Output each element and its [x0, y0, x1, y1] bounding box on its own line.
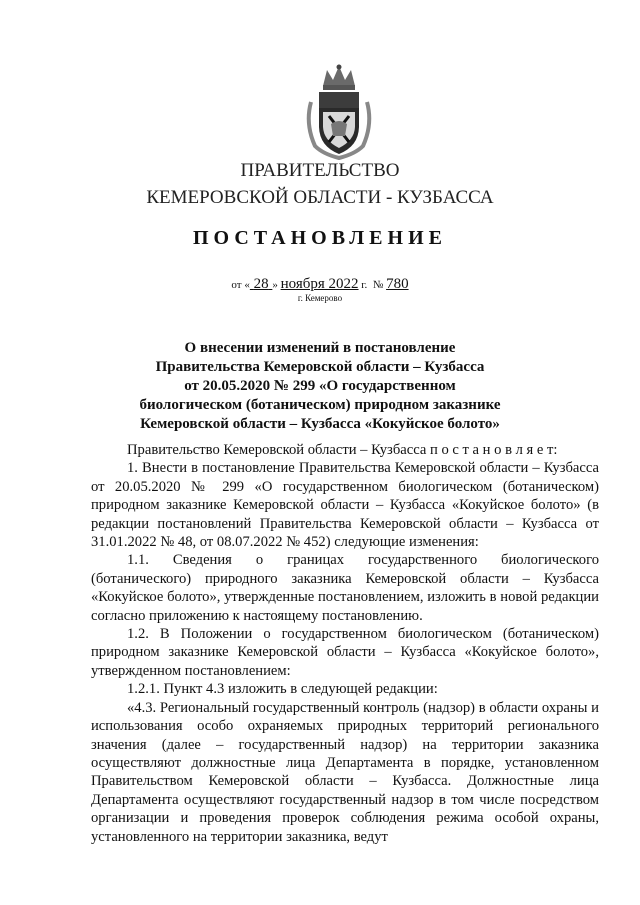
date-day: 28: [253, 276, 269, 292]
org-name-line1: ПРАВИТЕЛЬСТВО: [240, 160, 400, 181]
date-month-year: ноября 2022: [280, 276, 359, 292]
body-paragraph: 1. Внести в постановление Правительства Кемеровской области – Кузбасса от 20.05.2020 № 299 «О государственном биологическом (ботаническом) природном заказнике Кемеровской области – Кузбасса «Кокуйское болото» (в редакции постановлений Правительства Кемеровской области – Кузбасса от 31.01.2022 № 48, от 08.07.2022 № 452) следующие изменения:: [91, 460, 599, 551]
title-line: О внесении изменений в постановление: [184, 340, 456, 356]
document-number: 780: [386, 276, 409, 292]
document-type: ПОСТАНОВЛЕНИЕ: [193, 227, 447, 249]
body-paragraph: 1.2.1. Пункт 4.3 изложить в следующей редакции:: [127, 681, 438, 698]
body-paragraph: 1.1. Сведения о границах государственного биологического (ботанического) природного заказника Кемеровской области – Кузбасса «Кокуйское болото», утвержденные постановлением, изложить в новой редакции согласно приложению к настоящему постановлению.: [91, 552, 599, 624]
coat-of-arms-icon: [301, 62, 377, 160]
title-line: от 20.05.2020 № 299 «О государственном: [184, 378, 456, 394]
body-paragraph: «4.3. Региональный государственный контроль (надзор) в области охраны и использования особо охраняемых природных территорий регионального значения (далее – государственный надзор) на территории заказника осуществляют должностные лица Департамента в порядке, установленном Правительством Кемеровской области – Кузбасса. Должностные лица Департамента осуществляют государственный надзор в том числе посредством организации и проведения проверок соблюдения режима особой охраны, установленного на территории заказника, ведут: [91, 699, 599, 845]
number-label: №: [372, 279, 384, 291]
city: г. Кемерово: [297, 293, 343, 303]
date-line: [0, 276, 640, 293]
document-body: [91, 441, 599, 846]
body-paragraph: 1.2. В Положении о государственном биологическом (ботаническом) природном заказнике Кемеровской области – Кузбасса «Кокуйское болото», утвержденном постановлением:: [91, 626, 599, 679]
org-name-line2: КЕМЕРОВСКОЙ ОБЛАСТИ - КУЗБАССА: [146, 187, 494, 208]
title-line: Правительства Кемеровской области – Кузбасса: [155, 359, 485, 375]
document-title: [0, 339, 640, 434]
body-paragraph: Правительство Кемеровской области – Кузбасса п о с т а н о в л я е т:: [127, 442, 558, 458]
date-suffix: г.: [361, 279, 368, 291]
title-line: биологическом (ботаническом) природном заказнике: [139, 397, 501, 413]
date-sep: »: [272, 279, 278, 291]
date-prefix: от «: [231, 279, 250, 291]
title-line: Кемеровской области – Кузбасса «Кокуйское болото»: [140, 416, 500, 432]
